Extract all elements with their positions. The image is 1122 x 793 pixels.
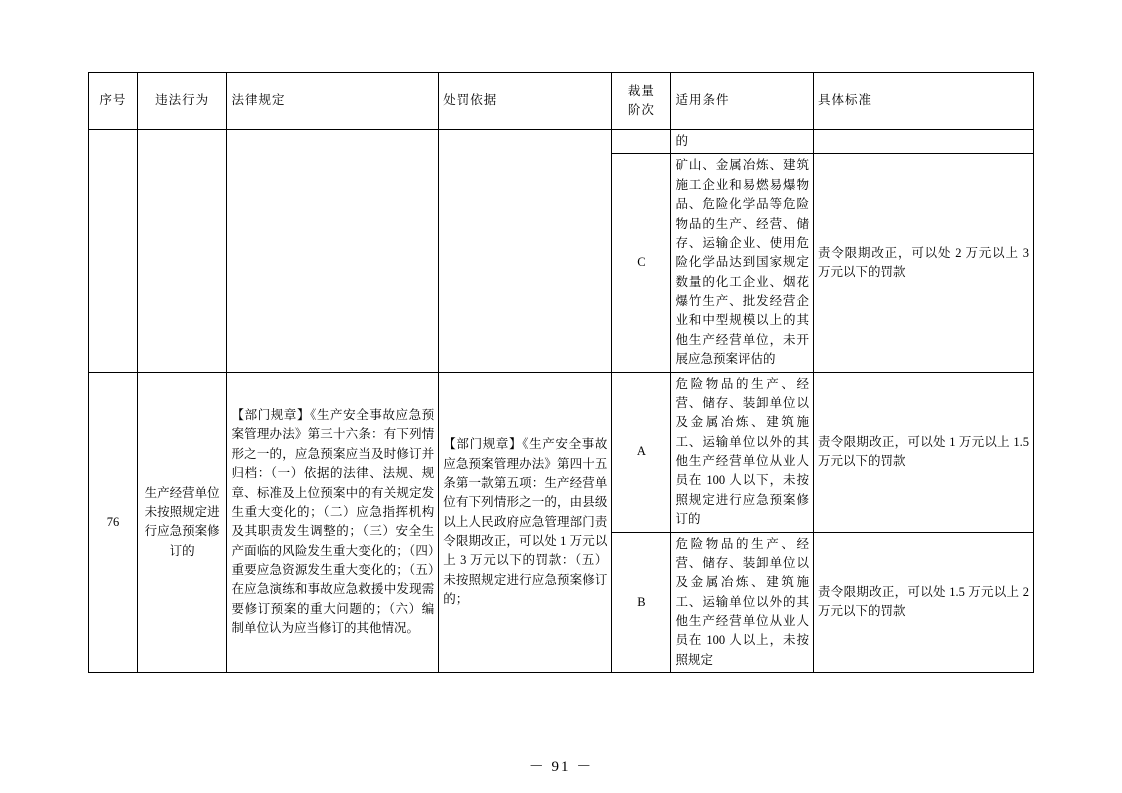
header-seq: 序号	[89, 73, 138, 130]
cell-penalty-basis: 【部门规章】《生产安全事故应急预案管理办法》第四十五条第一款第五项：生产经营单位有下列情形之一的，由县级以上人民政府应急管理部门责令限期改正，可以处 1 万元以上 3 万元以下的罚款：（五）未按照规定进行应急预案修订的；	[439, 372, 612, 673]
cell-condition: 矿山、金属冶炼、建筑施工企业和易燃易爆物品、危险化学品等危险物品的生产、经营、储存、运输企业、使用危险化学品达到国家规定数量的化工企业、烟花爆竹生产、批发经营企业和中型规模以上的其他生产经营单位，未开展应急预案评估的	[671, 154, 814, 372]
cell-tier	[612, 130, 671, 154]
cell-law: 【部门规章】《生产安全事故应急预案管理办法》第三十六条：有下列情形之一的，应急预案应当及时修订并归档：（一）依据的法律、法规、规章、标准及上位预案中的有关规定发生重大变化的；（二）应急指挥机构及其职责发生调整的；（三）安全生产面临的风险发生重大变化的；（四）重要应急资源发生重大变化的；（五）在应急演练和事故应急救援中发现需要修订预案的重大问题的；（六）编制单位认为应当修订的其他情况。	[227, 372, 439, 673]
cell-condition: 危险物品的生产、经营、储存、装卸单位以及金属冶炼、建筑施工、运输单位以外的其他生产经营单位从业人员在 100 人以上，未按照规定	[671, 532, 814, 673]
header-condition: 适用条件	[671, 73, 814, 130]
penalty-discretion-table	[88, 72, 1034, 673]
page-number: － 91 －	[528, 759, 594, 775]
cell-violation	[137, 130, 227, 373]
header-law: 法律规定	[227, 73, 439, 130]
cell-standard	[814, 130, 1034, 154]
table-row	[89, 130, 1034, 154]
cell-seq	[89, 130, 138, 373]
header-standard: 具体标准	[814, 73, 1034, 130]
table-row	[89, 372, 1034, 532]
header-tier-line1: 裁量	[627, 84, 655, 99]
header-violation: 违法行为	[137, 73, 227, 130]
cell-standard: 责令限期改正，可以处 1.5 万元以上 2 万元以下的罚款	[814, 532, 1034, 673]
cell-violation: 生产经营单位未按照规定进行应急预案修订的	[137, 372, 227, 673]
table-header-row	[89, 73, 1034, 130]
cell-tier: B	[612, 532, 671, 673]
cell-standard: 责令限期改正，可以处 2 万元以上 3 万元以下的罚款	[814, 154, 1034, 372]
header-tier	[612, 73, 671, 130]
header-penalty-basis: 处罚依据	[439, 73, 612, 130]
cell-tier: C	[612, 154, 671, 372]
cell-seq: 76	[89, 372, 138, 673]
cell-law	[227, 130, 439, 373]
header-tier-line2: 阶次	[627, 103, 655, 117]
cell-penalty-basis	[439, 130, 612, 373]
cell-standard: 责令限期改正，可以处 1 万元以上 1.5 万元以下的罚款	[814, 372, 1034, 532]
cell-condition: 危险物品的生产、经营、储存、装卸单位以及金属冶炼、建筑施工、运输单位以外的其他生产经营单位从业人员在 100 人以下，未按照规定进行应急预案修订的	[671, 372, 814, 532]
cell-condition: 的	[671, 130, 814, 154]
cell-tier: A	[612, 372, 671, 532]
